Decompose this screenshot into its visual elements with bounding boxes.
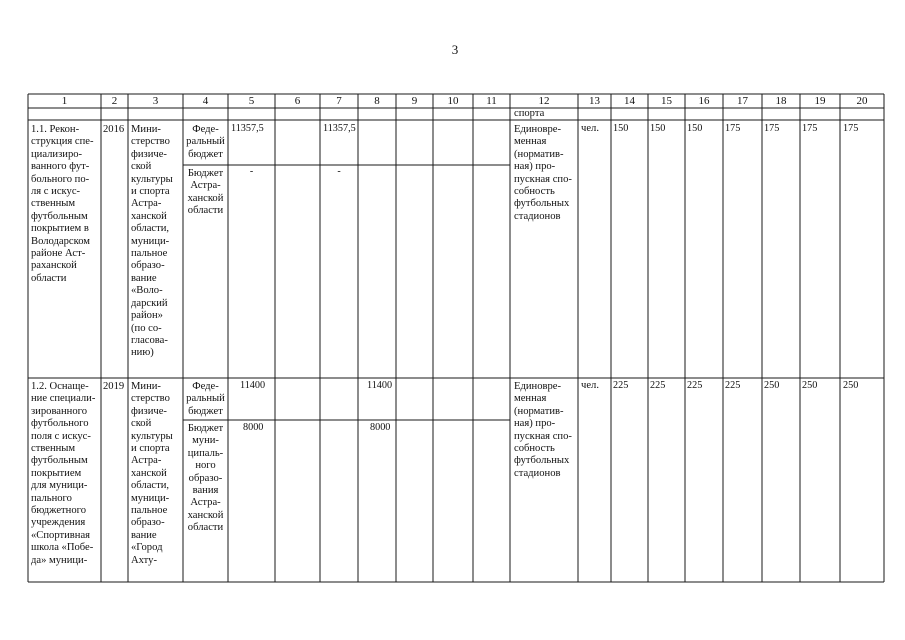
column-header: 5 <box>248 95 255 107</box>
row-1-source-1-total: 11357,5 <box>231 123 264 134</box>
row-1-value-14: 150 <box>613 123 629 134</box>
row-2-value-14: 225 <box>613 380 629 391</box>
column-header: 15 <box>661 95 672 107</box>
row-2-value-17: 225 <box>725 380 741 391</box>
row-2-source-2-name: Бюджет муни- ципаль- ного образо- вания Астра- ханской области <box>187 423 224 534</box>
carryover-col12: спорта <box>514 108 545 119</box>
row-1-source-2-name: Бюджет Астра- ханской области <box>187 168 224 217</box>
column-header: 12 <box>538 95 550 107</box>
row-2-executor: Мини- стерство физиче- ской культуры и спорта Астра- ханской области, муници- пальное образо- вание «Город Ахту- <box>131 381 173 566</box>
row-2-unit: чел. <box>581 380 599 391</box>
row-1-value-20: 175 <box>843 123 859 134</box>
column-header: 16 <box>698 95 710 107</box>
row-2-source-2-col8: 8000 <box>370 422 391 433</box>
column-header: 4 <box>202 95 209 107</box>
row-1-value-15: 150 <box>650 123 666 134</box>
column-header: 9 <box>411 95 418 107</box>
column-header: 17 <box>737 95 748 107</box>
page-number: 3 <box>451 42 459 57</box>
column-header: 6 <box>294 95 301 107</box>
column-header: 7 <box>336 95 342 107</box>
column-header: 2 <box>111 95 118 107</box>
row-2-indicator: Единовре- менная (норматив- ная) про- пускная спо- собность футбольных стадионов <box>514 381 572 479</box>
row-2-value-19: 250 <box>802 380 818 391</box>
row-1-source-2-total: - <box>249 166 254 177</box>
column-header: 1 <box>61 95 68 107</box>
column-header: 13 <box>589 95 600 107</box>
column-header: 19 <box>814 95 826 107</box>
row-1-indicator: Единовре- менная (норматив- ная) про- пускная спо- собность футбольных стадионов <box>514 124 572 222</box>
row-1-value-16: 150 <box>687 123 703 134</box>
column-header: 11 <box>486 95 497 107</box>
row-1-source-1-col7: 11357,5 <box>323 123 356 134</box>
row-2-year: 2019 <box>103 381 125 392</box>
column-header: 18 <box>775 95 787 107</box>
row-1-unit: чел. <box>581 123 599 134</box>
row-2-value-16: 225 <box>687 380 703 391</box>
row-2-source-1-col8: 11400 <box>367 380 393 391</box>
row-1-year: 2016 <box>103 124 125 135</box>
row-1-executor: Мини- стерство физиче- ской культуры и спорта Астра- ханской области, муници- пальное образо- вание «Воло- дарский район» (по со- гласова- нию) <box>131 124 173 359</box>
row-2-name: 1.2. Оснаще- ние специали- зированного футбольного поля с искус- ственным футбольным покрытием для муници- пального бюджетного учреждения «Спортивная школа «Побе- да» муници- <box>31 381 96 566</box>
column-header: 20 <box>856 95 868 107</box>
row-1-value-19: 175 <box>802 123 818 134</box>
row-1-name: 1.1. Рекон- струкция спе- циализиро- ванного фут- больного по- ля с искус- ственным футбольным покрытием в Володарском районе Аст- раханской области <box>31 124 94 284</box>
row-1-value-17: 175 <box>725 123 741 134</box>
column-header: 14 <box>624 95 635 107</box>
column-header: 10 <box>447 95 459 107</box>
column-header: 8 <box>374 95 380 107</box>
row-2-source-1-name: Феде- ральный бюджет <box>186 381 225 417</box>
row-2-source-2-total: 8000 <box>243 422 264 433</box>
row-2-value-18: 250 <box>764 380 780 391</box>
row-1-source-1-name: Феде- ральный бюджет <box>186 124 225 160</box>
column-header: 3 <box>152 95 159 107</box>
row-2-value-20: 250 <box>843 380 859 391</box>
row-1-source-2-col7: - <box>337 166 341 177</box>
row-1-value-18: 175 <box>764 123 780 134</box>
row-2-source-1-total: 11400 <box>240 380 266 391</box>
row-2-value-15: 225 <box>650 380 666 391</box>
